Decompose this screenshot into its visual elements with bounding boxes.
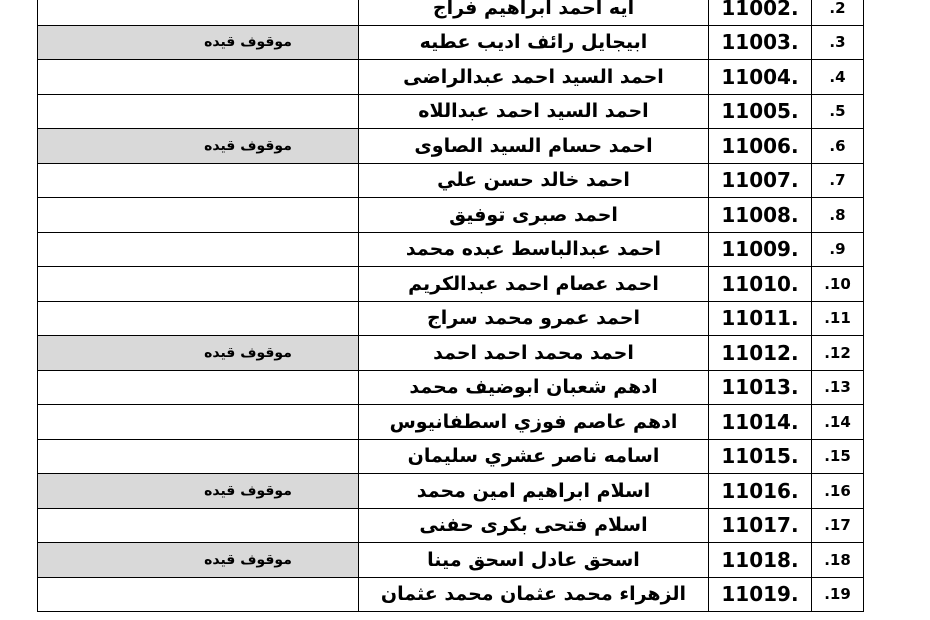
row-number: 11.: [812, 301, 864, 336]
enrollment-status: موقوف قيده: [38, 25, 359, 60]
enrollment-status: موقوف قيده: [38, 474, 359, 509]
student-name: احمد خالد حسن علي: [359, 163, 709, 198]
enrollment-status: [38, 508, 359, 543]
table-row: [38, 301, 864, 336]
student-name: ادهم شعبان ابوضيف محمد: [359, 370, 709, 405]
row-number: 12.: [812, 336, 864, 371]
enrollment-status: موقوف قيده: [38, 543, 359, 578]
student-name: احمد عمرو محمد سراج: [359, 301, 709, 336]
row-number: 6.: [812, 129, 864, 164]
student-name: احمد عصام احمد عبدالكريم: [359, 267, 709, 302]
student-code: .11005: [709, 94, 812, 129]
table-row: [38, 336, 864, 371]
row-number: 4.: [812, 60, 864, 95]
student-code: .11006: [709, 129, 812, 164]
row-number: 18.: [812, 543, 864, 578]
student-code: .11002: [709, 0, 812, 25]
student-code: .11009: [709, 232, 812, 267]
student-name: ابيجايل رائف اديب عطيه: [359, 25, 709, 60]
enrollment-status: [38, 60, 359, 95]
row-number: 9.: [812, 232, 864, 267]
table-row: [38, 198, 864, 233]
table-row: [38, 370, 864, 405]
enrollment-status: [38, 163, 359, 198]
row-number: 8.: [812, 198, 864, 233]
student-name: احمد محمد احمد احمد: [359, 336, 709, 371]
row-number: 17.: [812, 508, 864, 543]
row-number: 13.: [812, 370, 864, 405]
enrollment-status: [38, 267, 359, 302]
enrollment-status: [38, 439, 359, 474]
student-code: .11008: [709, 198, 812, 233]
table-row: [38, 94, 864, 129]
enrollment-status: موقوف قيده: [38, 336, 359, 371]
student-name: اسلام فتحى بكرى حفنى: [359, 508, 709, 543]
enrollment-status: موقوف قيده: [38, 129, 359, 164]
student-name: احمد السيد احمد عبدالراضى: [359, 60, 709, 95]
student-name: احمد صبرى توفيق: [359, 198, 709, 233]
student-name: اسحق عادل اسحق مينا: [359, 543, 709, 578]
enrollment-status: [38, 198, 359, 233]
student-name: احمد حسام السيد الصاوى: [359, 129, 709, 164]
table-row: [38, 543, 864, 578]
table-row: [38, 163, 864, 198]
table-row: [38, 405, 864, 440]
student-name: ادهم عاصم فوزي اسطفانيوس: [359, 405, 709, 440]
row-number: 15.: [812, 439, 864, 474]
student-name: اسلام ابراهيم امين محمد: [359, 474, 709, 509]
table-row: [38, 267, 864, 302]
row-number: 16.: [812, 474, 864, 509]
table-row: [38, 577, 864, 612]
row-number: 3.: [812, 25, 864, 60]
table-body: [38, 0, 864, 612]
student-code: .11004: [709, 60, 812, 95]
enrollment-status: [38, 94, 359, 129]
student-code: .11013: [709, 370, 812, 405]
student-code: .11016: [709, 474, 812, 509]
enrollment-status: [38, 0, 359, 25]
table-row: [38, 474, 864, 509]
student-code: .11007: [709, 163, 812, 198]
student-code: .11017: [709, 508, 812, 543]
row-number: 14.: [812, 405, 864, 440]
enrollment-status: [38, 405, 359, 440]
table-row: [38, 0, 864, 25]
row-number: 2.: [812, 0, 864, 25]
student-code: .11012: [709, 336, 812, 371]
row-number: 19.: [812, 577, 864, 612]
row-number: 7.: [812, 163, 864, 198]
table-row: [38, 508, 864, 543]
student-code: .11010: [709, 267, 812, 302]
student-code: .11018: [709, 543, 812, 578]
table-row: [38, 232, 864, 267]
student-code: .11015: [709, 439, 812, 474]
student-code: .11014: [709, 405, 812, 440]
student-code: .11011: [709, 301, 812, 336]
enrollment-status: [38, 370, 359, 405]
table-row: [38, 60, 864, 95]
table-row: [38, 129, 864, 164]
row-number: 10.: [812, 267, 864, 302]
enrollment-status: [38, 301, 359, 336]
row-number: 5.: [812, 94, 864, 129]
student-name: احمد السيد احمد عبداللاه: [359, 94, 709, 129]
student-name: اسامه ناصر عشري سليمان: [359, 439, 709, 474]
student-name: الزهراء محمد عثمان محمد عثمان: [359, 577, 709, 612]
enrollment-status: [38, 577, 359, 612]
table-row: [38, 439, 864, 474]
student-code: .11019: [709, 577, 812, 612]
student-list-table: [37, 0, 863, 612]
table-row: [38, 25, 864, 60]
students-table: [37, 0, 864, 612]
enrollment-status: [38, 232, 359, 267]
student-code: .11003: [709, 25, 812, 60]
student-name: احمد عبدالباسط عبده محمد: [359, 232, 709, 267]
student-name: ايه احمد ابراهيم فراج: [359, 0, 709, 25]
